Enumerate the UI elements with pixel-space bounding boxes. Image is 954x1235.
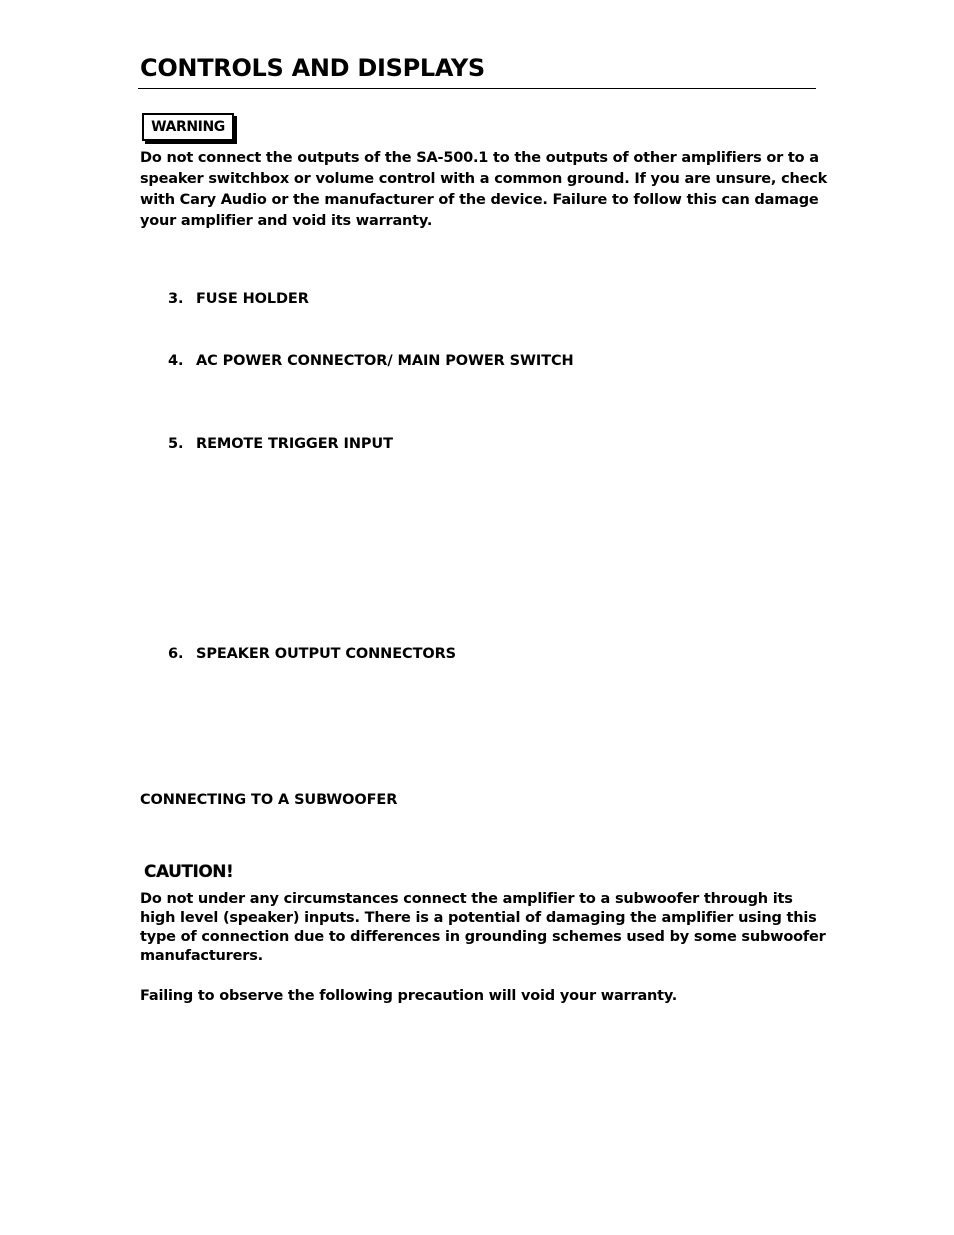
list-item-remote-trigger: [168, 436, 393, 452]
list-item-speaker-output: [168, 646, 456, 662]
list-item-fuse-holder: [168, 291, 309, 307]
list-item-label: SPEAKER OUTPUT CONNECTORS: [196, 646, 456, 662]
list-item-number: 6.: [168, 646, 184, 662]
list-item-label: AC POWER CONNECTOR/ MAIN POWER SWITCH: [196, 353, 574, 369]
warning-badge: WARNING: [142, 113, 234, 141]
list-item-label: REMOTE TRIGGER INPUT: [196, 436, 393, 452]
list-item-number: 3.: [168, 291, 184, 307]
warning-paragraph: Do not connect the outputs of the SA-500.1 to the outputs of other amplifiers or to a speaker switchbox or volume control with a common ground. If you are unsure, check with Cary Audio or the manufacturer of the device. Failure to follow this can damage your amplifier and void its warranty.: [140, 150, 828, 229]
subwoofer-heading: CONNECTING TO A SUBWOOFER: [140, 792, 398, 808]
list-item-ac-power: [168, 353, 574, 369]
list-item-number: 4.: [168, 353, 184, 369]
list-item-number: 5.: [168, 436, 184, 452]
list-item-label: FUSE HOLDER: [196, 291, 309, 307]
warranty-note: Failing to observe the following precaution will void your warranty.: [140, 988, 678, 1004]
caution-badge: CAUTION!: [144, 862, 234, 882]
page-title: CONTROLS AND DISPLAYS: [140, 54, 485, 82]
caution-paragraph: Do not under any circumstances connect the amplifier to a subwoofer through its high level (speaker) inputs. There is a potential of damaging the amplifier using this type of connection due to differences in grounding schemes used by some subwoofer manufacturers.: [140, 891, 826, 964]
title-divider: [138, 88, 816, 89]
